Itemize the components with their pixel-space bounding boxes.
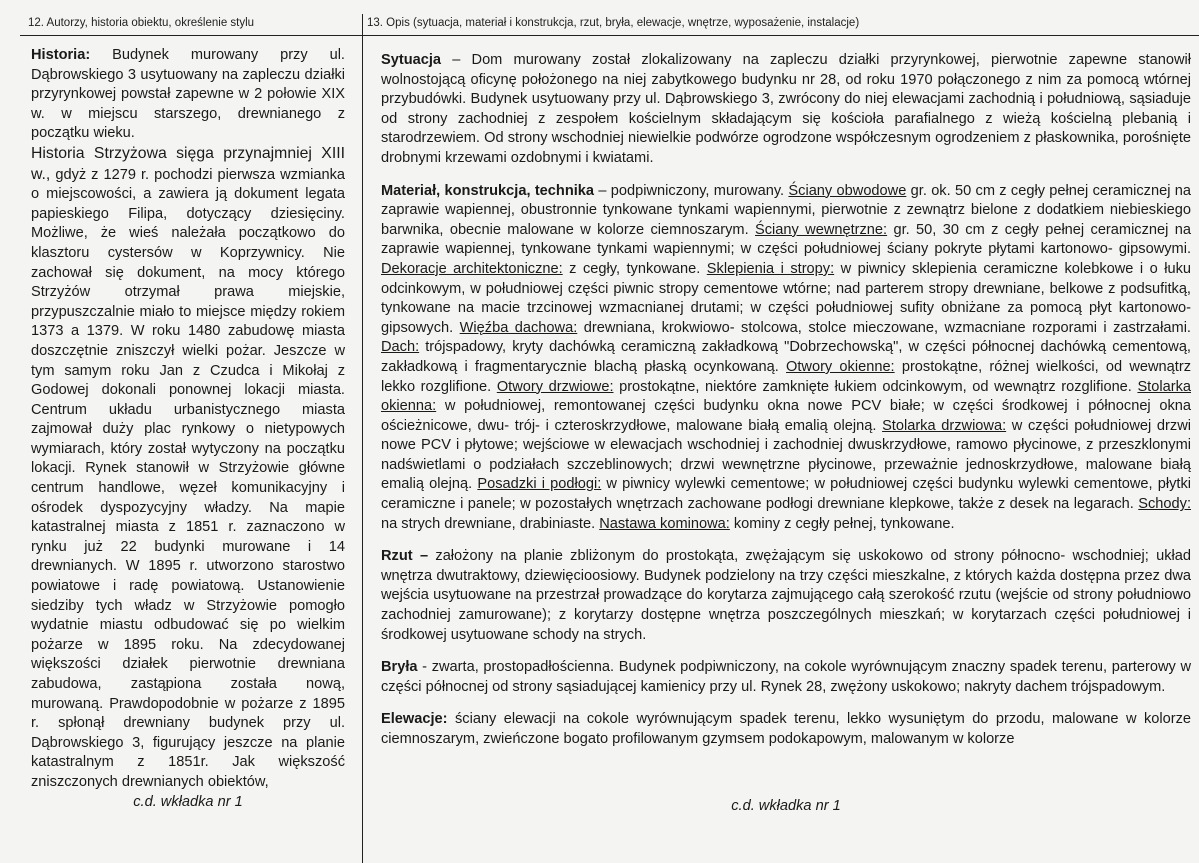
schody-label: Schody: (1138, 496, 1191, 513)
bryla-text: - zwarta, prostopadłościenna. Budynek podpiwniczony, na cokole wyrównującym znaczny spadek terenu, parterowy w części północnej od strony sąsiadującej kamienicy przy ul. Rynek 28, zwężony uskokowo; nakryty dachem trójspadowym. (381, 659, 1191, 695)
material-text: w piwnicy sklepienia ceramiczne kolebkowe i o łuku odcinkowym, w południowej części piwnic stropy cementowe wtórne; nad parterem stropy drewniane, belkowe z podsufitką, tynkowane na macie trzcinowej wzmacnianej drutami; w części południowej sufity obniżane za pomocą płyt kartonowo- gipsowych. (381, 260, 1191, 336)
right-column-header: 13. Opis (sytuacja, materiał i konstrukcja, rzut, bryła, elewacje, wnętrze, wyposażenie, instalacje) (367, 17, 860, 29)
stolarka-okienna-label: Stolarka okienna: (381, 378, 1191, 415)
material-text: na strych drewniane, drabiniaste. (381, 515, 600, 532)
historia-text: Budynek murowany przy ul. Dąbrowskiego 3 usytuowany na zapleczu działki przyrynkowej powstał zapewne w 2 połowie XIX w. w miejscu starszego, drewnianego z początku wieku. (31, 47, 345, 142)
material-text: w piwnicy wylewki cementowe; w południowej części budynku wylewki cementowe, płytki ceramiczne i panele; w pozostałych wnętrzach zachowane podłogi drewniane klepkowe, także z desek na legarach. (381, 476, 1191, 513)
historia-label: Historia: (31, 47, 91, 63)
elewacje-text: ściany elewacji na cokole wyrównującym spadek terenu, lekko wysuniętym do przodu, malowane w kolorze ciemnoszarym, zwieńczone bogato profilowanym gzymsem podokapowym, malowanym w kolorze (381, 711, 1191, 747)
nastawa-kominowa-label: Nastawa kominowa: (599, 515, 730, 532)
rzut-label: Rzut – (381, 548, 429, 565)
history-paragraph (31, 46, 345, 144)
material-label: Materiał, konstrukcja, technika (381, 182, 595, 199)
sciany-wewnetrzne-label: Ściany wewnętrzne: (755, 221, 888, 238)
material-text: gr. ok. 50 cm z cegły pełnej ceramicznej na zaprawie wapiennej, obustronnie tynkowane tynkami wapiennymi, pierwotnie z zewnątrz bielone z dodatkiem niebieskiego barwnika, obecnie malowane w kolorze ciemnoszarym. (381, 182, 1191, 238)
sytuacja-text: – Dom murowany został zlokalizowany na zapleczu działki przyrynkowej, pierwotnie zapewne stanowił wolnostojącą oficynę położonego na niej zabytkowego budynku nr 28, od roku 1970 połączonego z nim za pomocą wtórnej przybudówki. Budynek usytuowany przy ul. Dąbrowskiego 3, zwrócony do niej elewacjami zachodnią i południową, sąsiaduje od strony zachodniej z zespołem kościelnym składającym się kościoła parafialnego z wieżą kościelną plebanią i starodrzewiem. Od strony wschodniej niewielkie podwórze ogrodzone współczesnym ogrodzeniem z płaskownika, porośnięte drobnymi krzewami ozdobnymi i kwiatami. (381, 52, 1191, 166)
strzyzow-text: gdyż z 1279 r. pochodzi pierwsza wzmianka o miejscowości, a zawiera ją dokument legata papieskiego Filipa, dotyczący dziesięciny. Możliwe, że wieś należała początkowo do klasztoru cystersów w Koprzywnicy. Nie zachował się dokument, na mocy którego Strzyżów otrzymał prawa miejskie, przypuszczalnie miało to miejsce między rokiem 1373 a 1379. W roku 1480 zabudowę miasta doszczętnie zniszczył wielki pożar. Jeszcze w tym samym roku Jan z Czudca i Mikołaj z Godowej dokonali ponownej lokacji miasta. Centrum układu urbanistycznego miasta zajmował duży plac rynkowy o nietypowych wymiarach, który został wytyczony na początku lokacji. Rynek stanowił w Strzyżowie główne centrum handlowe, węzeł komunikacyjny i ośrodek dyspozycyjny władzy. Na mapie katastralnej miasta z 1851 r. zaznaczono w rynku już 22 budynki murowane i 14 drewnianych. W 1895 r. utworzono starostwo powiatowe i radę powiatową. Ustanowienie siedziby tych władz w Strzyżowie pomogło wydatnie miastu odbudować się po wielkim pożarze w 1895 roku. Na zdecydowanej większości działek pierwotnie drewniana zabudowa, zastąpiona została nową, murowaną. Prawdopodobnie w pożarze z 1895 r. spłonął drewniany budynek przy ul. Dąbrowskiego 3, figurujący jeszcze na planie katastralnym z 1851r. Jak większość zniszczonych drewnianych obiektów, (31, 166, 345, 790)
material-text: drewniana, krokwiowo- stolcowa, stolce mieczowane, wzmacniane rozporami i zastrzałami. (577, 319, 1191, 336)
elewacje-label: Elewacje: (381, 711, 448, 728)
material-paragraph (381, 182, 1191, 535)
material-text: z cegły, tynkowane. (562, 260, 707, 277)
sklepienia-label: Sklepienia i stropy: (706, 260, 835, 277)
bryla-label: Bryła (381, 659, 418, 676)
bryla-paragraph (381, 658, 1191, 697)
wiezba-label: Więźba dachowa: (459, 319, 578, 336)
strzyzow-paragraph (31, 144, 345, 793)
material-text: kominy z cegły pełnej, tynkowane. (729, 515, 955, 532)
description-column (381, 51, 1191, 763)
history-column (31, 46, 345, 793)
rzut-text: założony na planie zbliżonym do prostokąta, zwężającym się uskokowo od strony północno- wschodniej; układ wnętrza dwutraktowy, dziewięcioosiowy. Budynek podzielony na trzy części mieszkalne, z których każda dostępna przez dwa wejścia usytuowane na przestrzał prowadzące do korytarza zajmującego całą szerokość rzutu (wejście od strony południowo zachodniej zamurowane); z korytarzy dostępne wnętrza poszczególnych mieszkań; w korytarzach części południowej i środkowej usytuowane schody na strych. (381, 548, 1191, 643)
sciany-obwodowe-label: Ściany obwodowe (788, 182, 907, 199)
dach-label: Dach: (381, 339, 420, 356)
stolarka-drzwiowa-label: Stolarka drzwiowa: (882, 417, 1007, 434)
otwory-okienne-label: Otwory okienne: (786, 358, 895, 375)
material-text: gr. 50, 30 cm z cegły pełnej ceramicznej na zaprawie wapiennej, tynkowane tynkami wapiennymi; w części południowej ściany pokryte płytami kartonowo- gipsowymi. (381, 221, 1191, 258)
dekoracje-label: Dekoracje architektoniczne: (381, 260, 563, 277)
sytuacja-label: Sytuacja (381, 52, 442, 68)
rzut-paragraph (381, 547, 1191, 645)
header-divider (20, 35, 1199, 36)
column-divider (362, 14, 363, 863)
sytuacja-paragraph (381, 51, 1191, 169)
left-continued-note: c.d. wkładka nr 1 (133, 794, 243, 810)
otwory-drzwiowe-label: Otwory drzwiowe: (496, 378, 614, 395)
strzyzow-intro: Historia Strzyżowa sięga przynajmniej XIII w., (31, 144, 345, 183)
material-text: w części południowej drzwi nowe PCV i płytowe; wejściowe w elewacjach wschodniej i zachodniej dwuskrzydłowe, ramowo płycinowe, z przeszklonymi nadświetlami o podziałach szczeblinowych; drzwi wewnętrzne płycinowe, przeważnie jednoskrzydłowe, malowane białą emalią olejną. (381, 417, 1191, 493)
material-text: prostokątne, niektóre zamknięte łukiem odcinkowym, od wewnątrz rozglifione. (613, 378, 1138, 395)
material-text: w południowej, remontowanej części budynku okna nowe PCV białe; w części środkowej i północnej okna ościeżnicowe, dwu- trój- i czteroskrzydłowe, malowane białą emalią olejną. (381, 398, 1191, 434)
posadzki-label: Posadzki i podłogi: (477, 476, 602, 493)
elewacje-paragraph (381, 710, 1191, 749)
material-text: prostokątne, różnej wielkości, od wewnątrz lekko rozglifione. (381, 358, 1192, 395)
material-text: – podpiwniczony, murowany. (594, 182, 789, 199)
left-column-header: 12. Autorzy, historia obiektu, określenie stylu (28, 17, 255, 29)
right-continued-note: c.d. wkładka nr 1 (731, 798, 841, 814)
material-text: trójspadowy, kryty dachówką ceramiczną zakładkową "Dobrzechowską", w części północnej dachówką cementową, zakładkową i fragmentarycznie blachą płaską ocynkowaną. (381, 339, 1191, 375)
